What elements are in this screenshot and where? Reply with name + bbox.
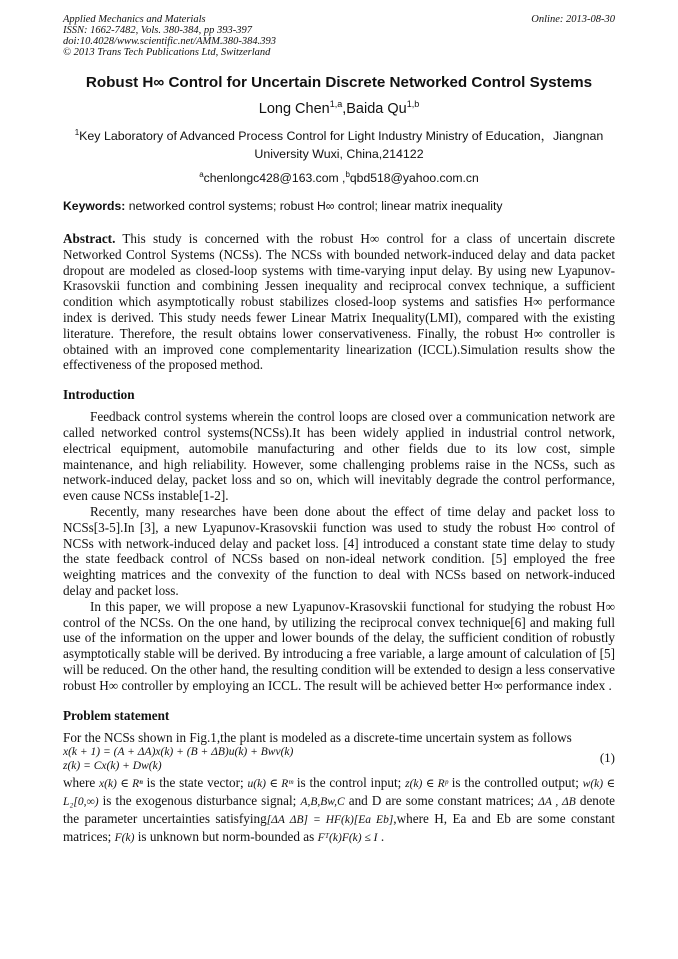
text-run: .	[377, 828, 385, 844]
equation-number: (1)	[599, 750, 615, 766]
online-date: Online: 2013-08-30	[531, 14, 615, 25]
keywords	[63, 199, 615, 213]
keywords-text: networked control systems; robust H∞ control; linear matrix inequality	[125, 199, 503, 213]
math-inline: ΔA , ΔB	[538, 796, 576, 809]
section-heading-introduction: Introduction	[63, 387, 135, 403]
email-address[interactable]: qbd518@yahoo.com.cn	[349, 171, 479, 185]
email-separator: ,	[338, 171, 346, 185]
equation-line: z(k) = Cx(k) + Dw(k)	[63, 760, 162, 773]
journal-issn: ISSN: 1662-7482, Vols. 380-384, pp 393-397	[63, 25, 252, 36]
email-superscript: a	[199, 169, 204, 179]
author-name: Baida Qu	[346, 101, 407, 117]
math-inline: z(k) ∈ Rᵖ	[405, 778, 448, 791]
affiliation-line: University Wuxi, China,214122	[254, 147, 424, 161]
text-run: is unknown but norm-bounded as	[134, 828, 318, 844]
text-run: is the exogenous disturbance signal;	[98, 793, 301, 809]
journal-doi: doi:10.4028/www.scientific.net/AMM.380-384.393	[63, 36, 276, 47]
math-inline: x(k) ∈ Rⁿ	[99, 778, 143, 791]
math-inline: A,B,Bw,C	[300, 796, 345, 809]
math-inline: w(k) ∈ L₂[0,∞)	[63, 778, 615, 809]
paper-page	[63, 14, 615, 847]
journal-header	[63, 14, 615, 58]
journal-name: Applied Mechanics and Materials	[63, 14, 206, 25]
text-run: is the control input;	[293, 775, 406, 791]
text-run: is the controlled output;	[447, 775, 583, 791]
abstract-text: This study is concerned with the robust H∞ control for a class of uncertain discrete Networked Control Systems (NCSs). The NCSs with bounded network-induced delay and data packet dropout are modeled as closed-loop systems with time-varying input delay. By using new Lyapunov-Krasovskii function and combining Jessen inequality and reciprocal convex technique, a sufficient condition which asymptotically robust stabilizes closed-loop systems and satisfies H∞ performance index is derived. This study needs fewer Linear Matrix Inequality(LMI), compared with the existing literature. Therefore, the result obtains lower conservativeness. Finally, the robust H∞ controller is obtained with an improved cone complementarity linearization (ICCL).Simulation results show the effectiveness of the proposed method.	[63, 231, 615, 373]
author-line	[63, 101, 615, 117]
author-name: Long Chen	[258, 101, 330, 117]
math-inline: u(k) ∈ Rᵐ	[247, 778, 294, 791]
affiliation-superscript: 1	[74, 127, 80, 137]
email-address[interactable]: chenlongc428@163.com	[203, 171, 339, 185]
paragraph: In this paper, we will propose a new Lyapunov-Krasovskii functional for studying the robust H∞ control of the NCSs. On the one hand, by utilizing the reciprocal convex technique[6] and making full use of the information on the upper and lower bounds of the delay, the sufficient condition of robustly asymptotically stable will be derived. By introducing a free variable, a large amount of calculation of [5] will be reduced. On the other hand, the resulting condition will be extended to design a less conservative robust H∞ controller by employing an ICCL. The result will be achieved better H∞ performance index .	[63, 598, 615, 693]
text-run: where	[63, 775, 100, 791]
text-run: denote the parameter uncertainties satisfying	[63, 793, 616, 826]
math-inline: Fᵀ(k)F(k) ≤ I	[317, 831, 378, 844]
abstract	[63, 231, 615, 373]
text-run: ,where H, Ea and Eb are some constant matrices;	[63, 810, 615, 844]
paragraph: For the NCSs shown in Fig.1,the plant is modeled as a discrete-time uncertain system as follows	[63, 729, 572, 745]
paragraph: Feedback control systems wherein the control loops are closed over a communication network are called networked control systems(NCSs).It has been widely applied in industrial control network, electrical equipment, automobile manufacturing and other fields due to its low cost, simple maintenance, and high reliability. However, some challenging problems raise in the NCSs, such as network-induced delay, packet loss and so on, which will inevitably degrade the control performance, even cause NCSs instable[1-2].	[63, 409, 615, 504]
paragraph: Recently, many researches have been done about the effect of time delay and packet loss to NCSs[3-5].In [3], a new Lyapunov-Krasovskii function was used to study the robust H∞ control of NCSs with network-induced delay and packet loss. [4] introduced a constant state time delay to study the state feedback control of NCSs based on non-ideal network condition. [5] employed the free weighting matrices and the convexity of the function to deal with NCSs based on network-induced delay and packet loss.	[63, 503, 615, 598]
affiliation	[63, 127, 615, 163]
equation-line: x(k + 1) = (A + ΔA)x(k) + (B + ΔB)u(k) + Bwv(k)	[63, 746, 294, 759]
keywords-label: Keywords:	[63, 199, 126, 213]
journal-copyright: © 2013 Trans Tech Publications Ltd, Switzerland	[63, 47, 271, 58]
text-run: and D are some constant matrices;	[344, 793, 539, 809]
math-inline: [ΔA ΔB] = HF(k)[Ea Eb]	[266, 813, 394, 826]
author-superscript: 1,a	[329, 99, 343, 110]
equation-1	[63, 745, 615, 775]
paragraph	[63, 775, 615, 846]
author-separator: ,	[342, 101, 347, 117]
affiliation-line: Key Laboratory of Advanced Process Control for Light Industry Ministry of Education，Jiangnan	[79, 129, 604, 143]
math-inline: F(k)	[114, 831, 135, 844]
abstract-label: Abstract.	[63, 231, 116, 246]
paper-title: Robust H∞ Control for Uncertain Discrete Networked Control Systems	[85, 74, 593, 91]
email-line	[63, 171, 615, 185]
author-superscript: 1,b	[406, 99, 420, 110]
text-run: is the state vector;	[142, 775, 248, 791]
section-heading-problem-statement: Problem statement	[63, 707, 170, 723]
email-superscript: b	[345, 169, 350, 179]
